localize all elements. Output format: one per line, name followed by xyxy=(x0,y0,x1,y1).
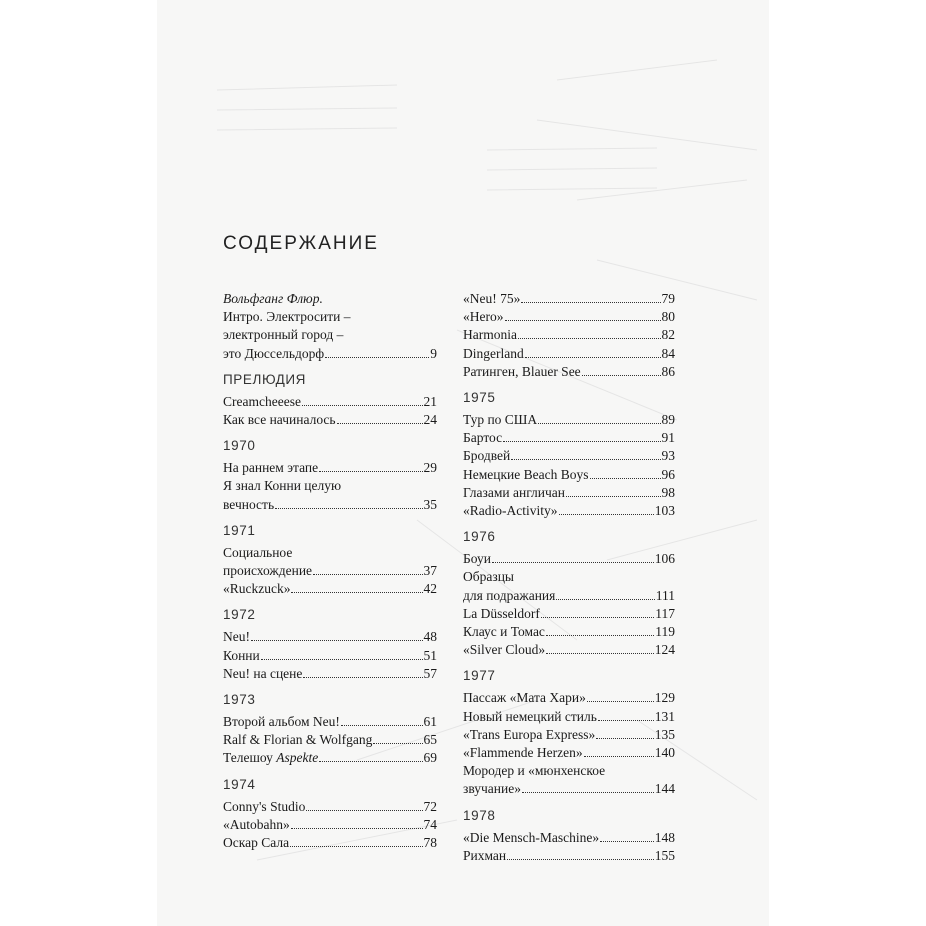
toc-section xyxy=(223,606,437,683)
page-number: 135 xyxy=(654,726,675,742)
dot-leader xyxy=(521,302,660,303)
entry-title-text: Рихман xyxy=(463,847,507,863)
toc-entry-row xyxy=(223,816,437,834)
entry-title xyxy=(223,345,324,363)
dot-leader xyxy=(503,441,660,442)
page-number: 48 xyxy=(423,629,437,645)
toc-entry-row xyxy=(463,847,675,865)
entry-title-text: Пассаж «Мата Хари» xyxy=(463,690,586,706)
entry-title xyxy=(463,290,520,308)
toc-entry[interactable] xyxy=(223,665,437,683)
toc-entry-row xyxy=(463,466,675,484)
page-number: 37 xyxy=(423,563,437,579)
page-number: 57 xyxy=(423,665,437,681)
section-title: 1975 xyxy=(463,390,496,406)
entry-title xyxy=(223,834,289,852)
page-number: 103 xyxy=(654,503,675,519)
entry-title-text: Creamcheeese xyxy=(223,393,301,409)
toc-section xyxy=(223,691,437,768)
dot-leader xyxy=(291,592,422,593)
toc-entry[interactable] xyxy=(463,762,675,798)
entry-title-text: Ратинген, Blauer See xyxy=(463,363,581,379)
page-number: 93 xyxy=(661,448,675,464)
toc-entry[interactable] xyxy=(223,290,437,363)
dot-leader xyxy=(546,653,654,654)
page-number: 21 xyxy=(423,393,437,409)
section-title: 1971 xyxy=(223,522,256,538)
entry-title xyxy=(463,484,565,502)
entry-title xyxy=(463,345,524,363)
entry-title xyxy=(223,562,312,580)
dot-leader xyxy=(522,792,654,793)
dot-leader xyxy=(546,635,654,636)
entry-title-text: На раннем этапе xyxy=(223,460,319,476)
toc-entry-row xyxy=(223,713,437,731)
dot-leader xyxy=(584,756,654,757)
toc-section xyxy=(223,437,437,514)
entry-title xyxy=(463,744,583,762)
entry-title-text: Conny's Studio xyxy=(223,798,306,814)
toc-entry-row xyxy=(463,829,675,847)
entry-title xyxy=(463,326,517,344)
page-number: 119 xyxy=(655,624,675,640)
entry-title-line: Социальное xyxy=(223,544,293,560)
entry-title xyxy=(223,459,318,477)
entry-title xyxy=(463,708,597,726)
page-number: 84 xyxy=(661,345,675,361)
entry-title-line: Интро. Электросити – xyxy=(223,309,351,325)
entry-title xyxy=(463,847,506,865)
toc-entry[interactable] xyxy=(463,605,675,623)
entry-title-text: «Ruckzuck» xyxy=(223,581,291,597)
toc-entry-row xyxy=(463,550,675,568)
page-number: 96 xyxy=(661,466,675,482)
toc-entry[interactable] xyxy=(223,816,437,834)
entry-title-text: Конни xyxy=(223,647,260,663)
entry-title xyxy=(463,502,558,520)
toc-entry[interactable] xyxy=(223,628,437,646)
page-number: 9 xyxy=(430,345,437,361)
page-number: 140 xyxy=(654,745,675,761)
dot-leader xyxy=(582,375,661,376)
toc-entry-row xyxy=(223,834,437,852)
entry-title-text: «Flammende Herzen» xyxy=(463,745,583,761)
dot-leader xyxy=(587,701,654,702)
entry-title-text: Neu! xyxy=(223,629,250,645)
toc-entry-row xyxy=(463,587,675,605)
entry-title-text: Новый немецкий стиль xyxy=(463,708,597,724)
dot-leader xyxy=(337,423,423,424)
entry-title xyxy=(463,780,521,798)
dot-leader xyxy=(261,659,423,660)
section-title: 1970 xyxy=(223,438,256,454)
toc-entry[interactable] xyxy=(223,647,437,665)
toc-entry[interactable] xyxy=(463,290,675,308)
toc-entry-row xyxy=(463,429,675,447)
entry-title-line: электронный город – xyxy=(223,327,344,343)
toc-entry[interactable] xyxy=(223,544,437,580)
section-title: 1973 xyxy=(223,692,256,708)
dot-leader xyxy=(600,841,654,842)
dot-leader xyxy=(541,617,654,618)
toc-entry-row xyxy=(223,393,437,411)
dot-leader xyxy=(492,562,654,563)
toc-entry[interactable] xyxy=(463,326,675,344)
toc-entry-row xyxy=(463,345,675,363)
toc-entry[interactable] xyxy=(463,568,675,604)
toc-entry[interactable] xyxy=(463,708,675,726)
toc-entry[interactable] xyxy=(223,477,437,513)
toc-section xyxy=(463,389,675,520)
toc-entry[interactable] xyxy=(463,847,675,865)
toc-entry-row xyxy=(463,502,675,520)
entry-title xyxy=(223,580,290,598)
toc-section xyxy=(463,807,675,865)
toc-entry-row xyxy=(463,484,675,502)
toc-entry-row xyxy=(463,726,675,744)
page-number: 74 xyxy=(423,816,437,832)
toc-section xyxy=(223,776,437,853)
page-number: 111 xyxy=(655,587,675,603)
dot-leader xyxy=(596,738,654,739)
toc-entry[interactable] xyxy=(463,502,675,520)
section-title: 1977 xyxy=(463,668,496,684)
entry-title xyxy=(463,829,599,847)
entry-title-text: Бартос xyxy=(463,430,503,446)
dot-leader xyxy=(303,677,422,678)
dot-leader xyxy=(538,423,660,424)
toc-entry-row xyxy=(463,605,675,623)
entry-title-text: «Hero» xyxy=(463,309,504,325)
entry-title xyxy=(223,816,290,834)
page-number: 148 xyxy=(654,829,675,845)
toc-section xyxy=(463,528,675,659)
toc-entry-row xyxy=(463,780,675,798)
toc-entry-row xyxy=(223,749,437,767)
entry-title-text: «Autobahn» xyxy=(223,816,290,832)
dot-leader xyxy=(505,320,661,321)
entry-title-text: Neu! на сцене xyxy=(223,665,303,681)
section-title: ПРЕЛЮДИЯ xyxy=(223,371,307,387)
entry-title-text: Клаус и Томас xyxy=(463,624,545,640)
toc-entry-row xyxy=(223,647,437,665)
page-number: 86 xyxy=(661,363,675,379)
toc-column-right xyxy=(463,290,675,873)
toc-entry[interactable] xyxy=(463,829,675,847)
page-number: 106 xyxy=(654,551,675,567)
page-number: 24 xyxy=(423,412,437,428)
page-number: 82 xyxy=(661,327,675,343)
toc-entry-row xyxy=(463,411,675,429)
entry-title xyxy=(223,798,305,816)
page-number: 117 xyxy=(655,605,675,621)
dot-leader xyxy=(306,810,422,811)
toc-section xyxy=(223,522,437,599)
entry-title-text: Второй альбом Neu! xyxy=(223,714,340,730)
toc-entry-row xyxy=(223,798,437,816)
toc-section xyxy=(463,290,675,381)
toc-entry-row xyxy=(463,708,675,726)
entry-title-text: Тур по США xyxy=(463,412,538,428)
page-number: 61 xyxy=(423,714,437,730)
entry-title xyxy=(463,308,504,326)
toc-entry-row xyxy=(223,496,437,514)
dot-leader xyxy=(313,574,422,575)
entry-title-italic: Aspekte xyxy=(276,750,319,766)
page-number: 29 xyxy=(423,460,437,476)
page-number: 98 xyxy=(661,484,675,500)
section-title: 1978 xyxy=(463,807,496,823)
entry-title-text: это Дюссельдорф xyxy=(223,345,325,361)
entry-title-text: происхождение xyxy=(223,563,313,579)
dot-leader xyxy=(291,828,423,829)
entry-title-line: Вольфганг Флюр. xyxy=(223,291,323,306)
dot-leader xyxy=(598,720,654,721)
toc-entry[interactable] xyxy=(463,744,675,762)
toc-entry-row xyxy=(223,628,437,646)
entry-title xyxy=(463,623,545,641)
dot-leader xyxy=(319,471,422,472)
toc-entry[interactable] xyxy=(463,689,675,707)
page-number: 51 xyxy=(423,647,437,663)
toc-entry[interactable] xyxy=(463,623,675,641)
entry-title xyxy=(463,411,537,429)
entry-title-text: «Silver Cloud» xyxy=(463,642,546,658)
entry-title xyxy=(463,429,502,447)
page-number: 65 xyxy=(423,732,437,748)
entry-title-text: Боуи xyxy=(463,551,491,567)
toc-entry[interactable] xyxy=(223,834,437,852)
toc-entry[interactable] xyxy=(223,713,437,731)
entry-title xyxy=(463,363,581,381)
entry-title xyxy=(463,587,555,605)
dot-leader xyxy=(319,761,422,762)
toc-section xyxy=(223,371,437,429)
entry-title xyxy=(463,447,510,465)
entry-title-text: «Neu! 75» xyxy=(463,291,521,306)
entry-title-line: Образцы xyxy=(463,569,514,585)
entry-title-text: Ralf & Florian & Wolfgang xyxy=(223,732,373,748)
entry-title xyxy=(223,393,301,411)
dot-leader xyxy=(511,459,660,460)
dot-leader xyxy=(559,514,654,515)
page-number: 89 xyxy=(661,412,675,428)
entry-title-text: Телешоу xyxy=(223,750,273,766)
entry-title xyxy=(223,647,260,665)
entry-title-text: Dingerland xyxy=(463,345,524,361)
toc-entry[interactable] xyxy=(223,749,437,767)
toc-entry-row xyxy=(463,326,675,344)
page-number: 91 xyxy=(661,430,675,446)
toc-entry-row xyxy=(463,363,675,381)
toc-entry-row xyxy=(463,689,675,707)
entry-title-line: Мородер и «мюнхенское xyxy=(463,763,606,779)
entry-title-text: Глазами англичан xyxy=(463,484,566,500)
toc-column-left xyxy=(223,290,437,860)
toc-entry-row xyxy=(463,623,675,641)
section-title: 1972 xyxy=(223,607,256,623)
entry-title xyxy=(463,466,589,484)
dot-leader xyxy=(341,725,423,726)
entry-title-text: Бродвей xyxy=(463,448,511,464)
entry-title xyxy=(463,641,545,659)
entry-title xyxy=(463,550,491,568)
dot-leader xyxy=(518,338,661,339)
toc-entry[interactable] xyxy=(223,580,437,598)
dot-leader xyxy=(325,357,429,358)
entry-title xyxy=(223,731,372,749)
entry-title-text: вечность xyxy=(223,496,275,512)
contents-heading: СОДЕРЖАНИЕ xyxy=(223,233,379,254)
toc-entry-row xyxy=(223,665,437,683)
entry-title-text: «Radio-Activity» xyxy=(463,503,558,519)
dot-leader xyxy=(302,405,423,406)
dot-leader xyxy=(590,478,661,479)
entry-title-text: «Die Mensch-Maschine» xyxy=(463,829,600,845)
toc-entry[interactable] xyxy=(463,429,675,447)
page-number: 72 xyxy=(423,798,437,814)
entry-title xyxy=(463,605,540,623)
toc-entry[interactable] xyxy=(463,484,675,502)
page-number: 42 xyxy=(423,581,437,597)
page-number: 35 xyxy=(423,496,437,512)
toc-entry-row xyxy=(463,447,675,465)
entry-title-text: Как все начиналось xyxy=(223,412,336,428)
toc-entry-row xyxy=(463,308,675,326)
dot-leader xyxy=(525,357,661,358)
entry-title xyxy=(223,496,274,514)
section-title: 1976 xyxy=(463,529,496,545)
entry-title xyxy=(463,726,595,744)
entry-title xyxy=(223,749,318,767)
toc-entry[interactable] xyxy=(463,726,675,744)
page-number: 124 xyxy=(654,642,675,658)
dot-leader xyxy=(373,743,422,744)
entry-title-text: для подражания xyxy=(463,587,556,603)
page-number: 131 xyxy=(654,708,675,724)
dot-leader xyxy=(275,508,422,509)
entry-title xyxy=(223,713,340,731)
dot-leader xyxy=(290,846,422,847)
toc-entry-row xyxy=(463,290,675,308)
entry-title-text: «Trans Europa Express» xyxy=(463,726,596,742)
toc-entry-row xyxy=(463,641,675,659)
entry-title-line: Я знал Конни целую xyxy=(223,478,342,494)
toc-entry[interactable] xyxy=(463,411,675,429)
toc-entry-row xyxy=(223,459,437,477)
toc-section xyxy=(223,290,437,363)
toc-entry-row xyxy=(223,345,437,363)
toc-entry[interactable] xyxy=(463,641,675,659)
page-number: 69 xyxy=(423,750,437,766)
toc-entry-row xyxy=(223,562,437,580)
section-title: 1974 xyxy=(223,776,256,792)
page-number: 155 xyxy=(654,847,675,863)
entry-title-text: Немецкие Beach Boys xyxy=(463,466,589,482)
dot-leader xyxy=(566,496,660,497)
toc-entry[interactable] xyxy=(463,447,675,465)
toc-entry[interactable] xyxy=(463,466,675,484)
toc-entry-row xyxy=(223,580,437,598)
dot-leader xyxy=(556,599,654,600)
page-number: 80 xyxy=(661,309,675,325)
entry-title-text: Harmonia xyxy=(463,327,517,343)
entry-title-text: Оскар Сала xyxy=(223,835,290,851)
toc-entry[interactable] xyxy=(223,798,437,816)
entry-title-text: звучание» xyxy=(463,781,521,797)
toc-entry[interactable] xyxy=(463,345,675,363)
dot-leader xyxy=(507,859,654,860)
page-number: 144 xyxy=(654,781,675,797)
toc-entry[interactable] xyxy=(223,411,437,429)
entry-title xyxy=(223,628,250,646)
toc-entry-row xyxy=(223,731,437,749)
entry-title xyxy=(463,689,586,707)
entry-title-text: La Düsseldorf xyxy=(463,605,540,621)
entry-title xyxy=(223,411,336,429)
toc-entry[interactable] xyxy=(223,459,437,477)
page-number: 78 xyxy=(423,835,437,851)
page-number: 79 xyxy=(661,291,675,306)
toc-entry[interactable] xyxy=(463,363,675,381)
toc-entry-row xyxy=(223,411,437,429)
dot-leader xyxy=(251,640,423,641)
entry-title xyxy=(223,665,302,683)
toc-entry[interactable] xyxy=(463,308,675,326)
toc-entry-row xyxy=(463,744,675,762)
page-number: 129 xyxy=(654,690,675,706)
toc-entry[interactable] xyxy=(223,393,437,411)
toc-section xyxy=(463,667,675,798)
toc-entry[interactable] xyxy=(463,550,675,568)
toc-entry[interactable] xyxy=(223,731,437,749)
